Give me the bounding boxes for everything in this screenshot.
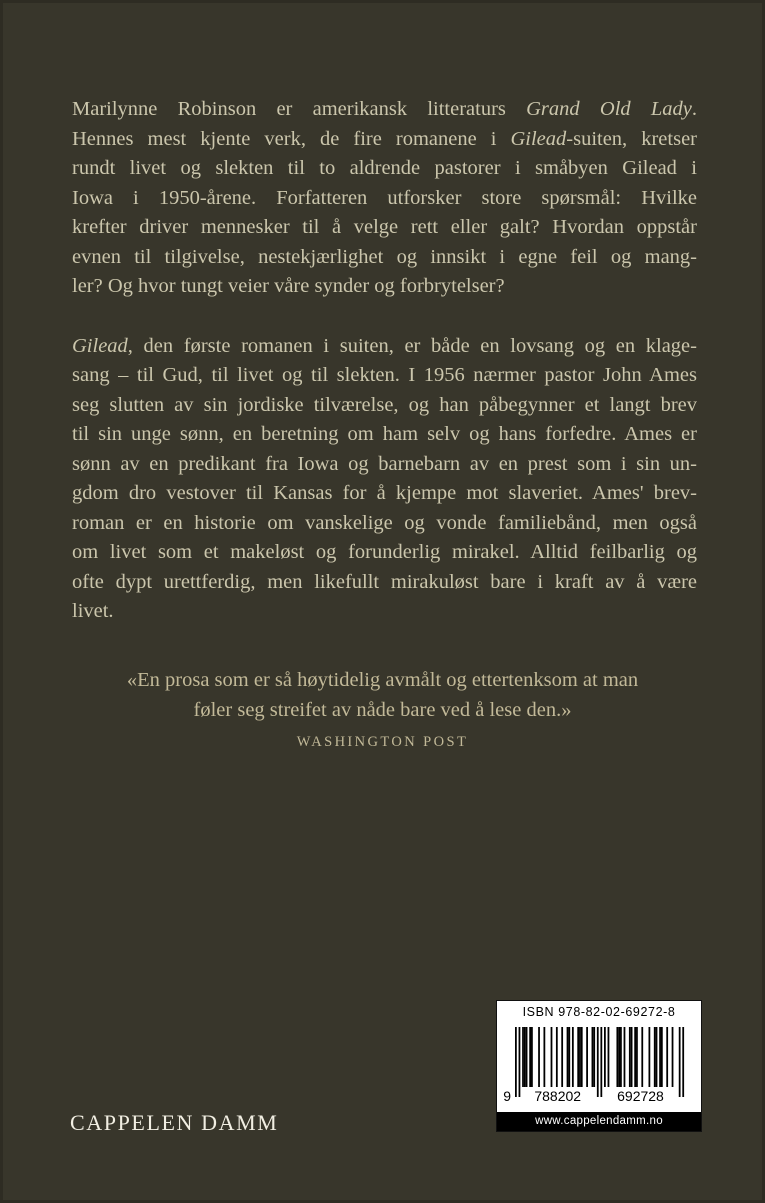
blurb-line: roman er en historie om vanskelige og vonde familiebånd, men også — [72, 511, 697, 534]
barcode-digits: 9 — [503, 1088, 511, 1104]
barcode-bar — [600, 1027, 602, 1097]
barcode-bar — [608, 1027, 610, 1087]
barcode-graphic — [497, 1025, 701, 1111]
barcode-bar — [666, 1027, 668, 1087]
barcode-bar — [524, 1027, 526, 1087]
blurb-line: ofte dypt urettferdig, men likefullt mirakuløst bare i kraft av å være — [72, 570, 697, 593]
barcode-bar — [679, 1027, 681, 1097]
barcode-bar — [561, 1027, 563, 1087]
barcode-bar — [624, 1027, 626, 1087]
barcode-bar — [597, 1027, 599, 1097]
barcode-bar — [634, 1027, 636, 1087]
blurb-line: krefter driver mennesker til å velge rett eller galt? Hvordan oppstår — [72, 216, 697, 238]
barcode-bar — [654, 1027, 656, 1087]
barcode-bar — [682, 1027, 684, 1097]
blurb-paragraph-2 — [72, 332, 697, 627]
barcode-bar — [529, 1027, 531, 1087]
barcode-bar — [631, 1027, 633, 1087]
barcode-bar — [641, 1027, 643, 1087]
blurb-line: livet. — [72, 600, 114, 622]
barcode-digits: 788202 — [534, 1088, 582, 1104]
barcode-bar — [567, 1027, 569, 1087]
barcode-bar — [579, 1027, 581, 1087]
quote-line-2: føler seg streifet av nåde bare ved å lese den.» — [193, 699, 572, 721]
barcode-bar — [636, 1027, 638, 1087]
blurb-line: Hennes mest kjente verk, de fire romanene i Gilead-suiten, kretser — [72, 127, 697, 150]
blurb-text — [72, 95, 697, 627]
barcode-bar — [659, 1027, 661, 1087]
blurb-line: Iowa i 1950-årene. Forfatteren utforsker store spørsmål: Hvilke — [72, 186, 697, 209]
blurb-line: sønn av en predikant fra Iowa og barnebarn av en prest som i sin un- — [72, 452, 697, 475]
blurb-line: gdom dro vestover til Kansas for å kjempe mot slaveriet. Ames' brev- — [72, 482, 697, 504]
quote-source: WASHINGTON POST — [296, 734, 469, 750]
publisher-website: www.cappelendamm.no — [497, 1112, 701, 1131]
isbn-barcode-block — [496, 1000, 702, 1132]
barcode-bar — [649, 1027, 651, 1087]
barcode-bar — [672, 1027, 674, 1087]
barcode-bar — [592, 1027, 594, 1087]
barcode-bar — [551, 1027, 553, 1087]
barcode-bar — [620, 1027, 622, 1087]
blurb-line: sang – til Gud, til livet og til slekten. I 1956 nærmer pastor John Ames — [72, 364, 697, 386]
blurb-line: rundt livet og slekten til to aldrende pastorer i småbyen Gilead i — [72, 157, 697, 179]
barcode-bar — [586, 1027, 588, 1087]
review-quote — [60, 665, 705, 757]
publisher-logo: CAPPELEN DAMM — [70, 1110, 279, 1135]
blurb-line: Marilynne Robinson er amerikansk litteraturs Grand Old Lady. — [72, 98, 697, 120]
barcode-bar — [568, 1027, 570, 1087]
isbn-label: ISBN 978-82-02-69272-8 — [522, 1005, 676, 1019]
barcode-bar — [616, 1027, 618, 1087]
blurb-line: til sin unge sønn, en beretning om ham selv og hans forfedre. Ames er — [72, 423, 697, 445]
barcode-bar — [577, 1027, 579, 1087]
blurb-paragraph-1 — [72, 95, 697, 302]
barcode-bar — [656, 1027, 658, 1087]
barcode-bar — [543, 1027, 545, 1087]
barcode-bar — [526, 1027, 528, 1087]
blurb-line: Gilead, den første romanen i suiten, er både en lovsang og en klage- — [72, 334, 697, 357]
blurb-line: ler? Og hvor tungt veier våre synder og forbrytelser? — [72, 275, 505, 297]
barcode-bar — [604, 1027, 606, 1087]
blurb-line: seg slutten av sin jordiske tilværelse, og han påbegynner et langt brev — [72, 393, 697, 416]
barcode-bar — [522, 1027, 524, 1087]
blurb-line: evnen til tilgivelse, nestekjærlighet og innsikt i egne feil og mang- — [72, 245, 697, 268]
barcode-bar — [515, 1027, 517, 1097]
barcode-bar — [593, 1027, 595, 1087]
barcode-bar — [661, 1027, 663, 1087]
barcode-bar — [519, 1027, 521, 1097]
barcode-bar — [581, 1027, 583, 1087]
barcode-bar — [531, 1027, 533, 1087]
barcode-bar — [618, 1027, 620, 1087]
barcode-bar — [538, 1027, 540, 1087]
barcode-bar — [572, 1027, 574, 1087]
barcode-bar — [556, 1027, 558, 1087]
barcode-bar — [629, 1027, 631, 1087]
quote-line-1: «En prosa som er så høytidelig avmålt og ettertenksom at man — [126, 669, 639, 691]
blurb-line: om livet som et makeløst og forunderlig mirakel. Alltid feilbarlig og — [72, 541, 697, 563]
barcode-digits: 692728 — [617, 1088, 664, 1104]
